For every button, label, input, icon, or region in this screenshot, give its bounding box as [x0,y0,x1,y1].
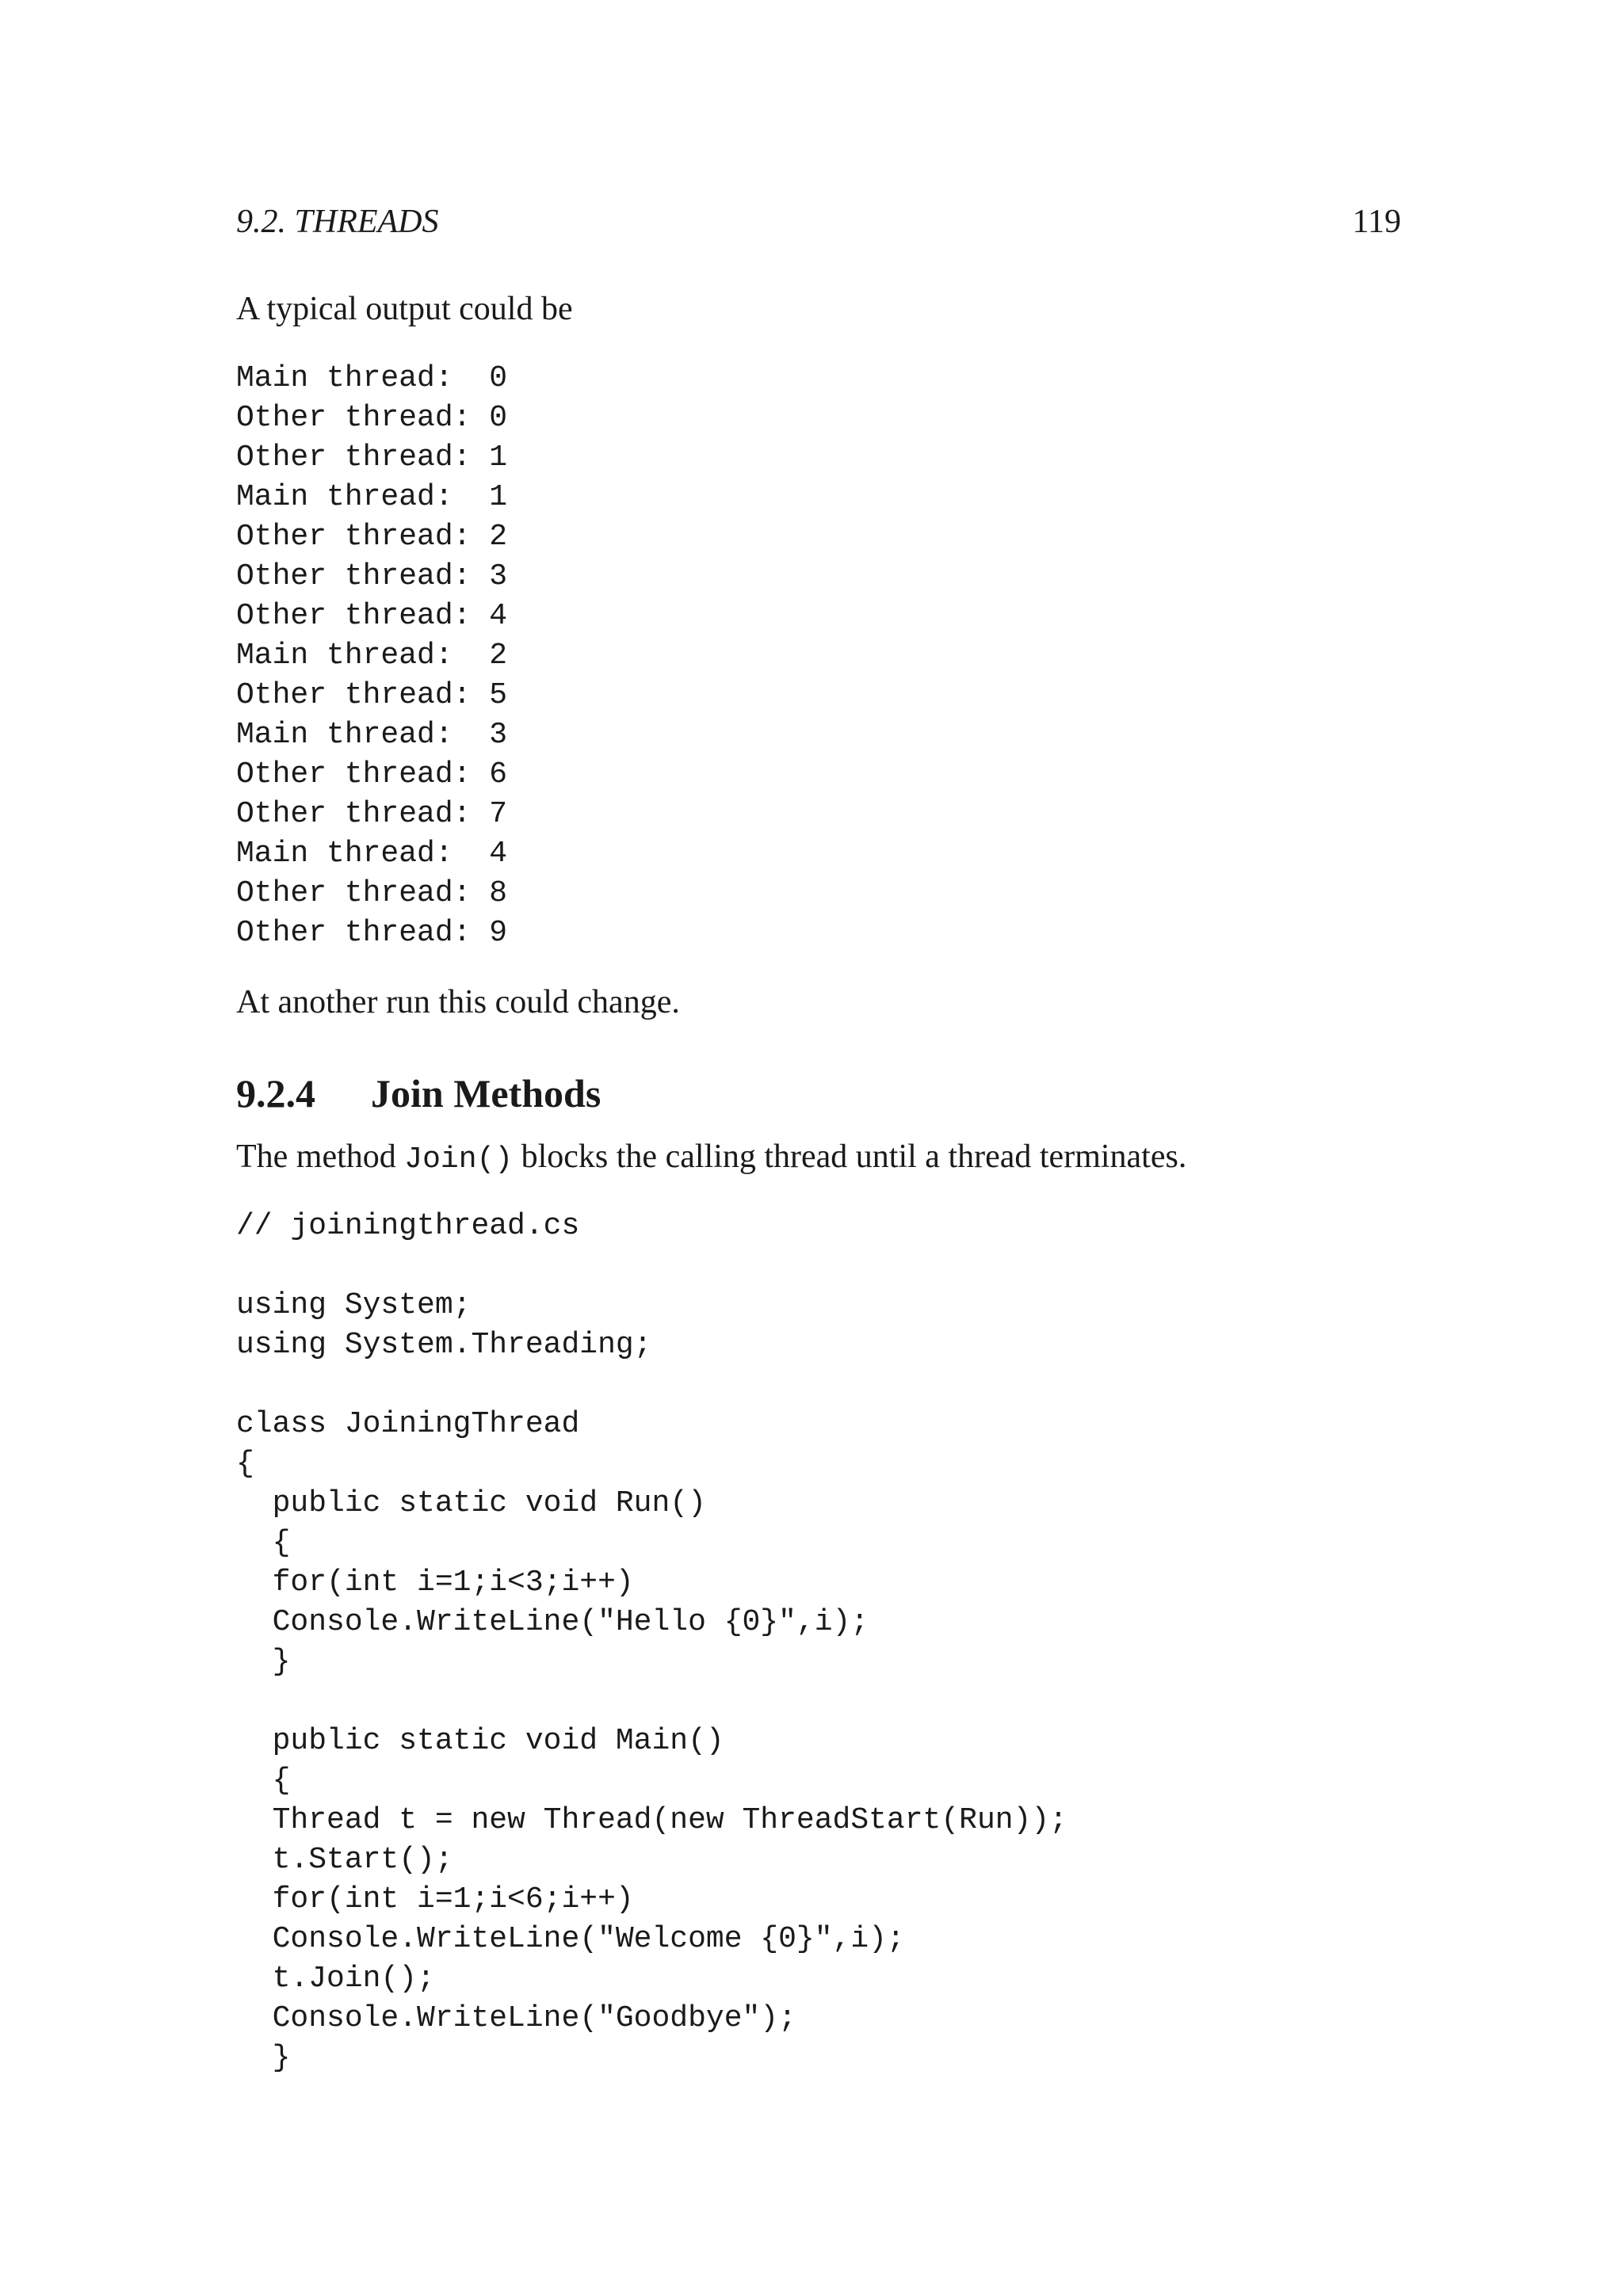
join-description-after: blocks the calling thread until a thread terminates. [513,1138,1187,1175]
output-line: Other thread: 8 [236,876,508,910]
output-line: Other thread: 6 [236,757,508,791]
code-line: { [236,1447,254,1481]
code-line: Console.WriteLine("Goodbye"); [236,2001,796,2035]
output-line: Main thread: 3 [236,718,508,752]
code-line: } [236,1645,291,1679]
code-line: Console.WriteLine("Hello {0}",i); [236,1605,869,1639]
output-line: Main thread: 0 [236,361,508,395]
output-line: Other thread: 0 [236,401,508,435]
code-line: { [236,1526,291,1560]
join-description-before: The method [236,1138,405,1175]
code-line: Thread t = new Thread(new ThreadStart(Run)); [236,1803,1067,1837]
output-listing [236,359,507,953]
code-line: using System; [236,1288,472,1322]
output-line: Other thread: 4 [236,599,508,633]
output-line: Other thread: 1 [236,441,508,475]
code-line: { [236,1764,291,1798]
code-line [236,1365,1067,1405]
code-line: // joiningthread.cs [236,1209,580,1243]
intro-paragraph: A typical output could be [236,291,573,327]
section-heading [236,1066,601,1121]
output-line: Main thread: 1 [236,480,508,514]
code-listing [236,1207,1067,2078]
after-output-paragraph: At another run this could change. [236,984,680,1020]
section-number: 9.2.4 [236,1071,315,1116]
code-line: } [236,2041,291,2075]
section-title: Join Methods [371,1071,601,1116]
code-line: class JoiningThread [236,1407,580,1441]
output-line: Other thread: 2 [236,520,508,554]
output-line: Other thread: 7 [236,797,508,831]
page-header [236,198,1401,246]
code-line [236,1246,1067,1286]
code-line: t.Join(); [236,1962,435,1996]
code-line [236,1682,1067,1722]
join-description-paragraph [236,1133,1186,1184]
code-line: Console.WriteLine("Welcome {0}",i); [236,1922,905,1956]
inline-code-join: Join() [404,1142,514,1177]
output-line: Other thread: 5 [236,678,508,712]
code-line: t.Start(); [236,1843,453,1877]
code-line: public static void Main() [236,1724,724,1758]
code-line: public static void Run() [236,1486,706,1520]
output-line: Main thread: 4 [236,837,508,871]
code-line: using System.Threading; [236,1328,652,1362]
code-line: for(int i=1;i<3;i++) [236,1566,634,1600]
code-line: for(int i=1;i<6;i++) [236,1882,634,1917]
output-line: Other thread: 3 [236,559,508,593]
running-head: 9.2. THREADS [236,204,439,240]
output-line: Other thread: 9 [236,916,508,950]
output-line: Main thread: 2 [236,639,508,673]
page-number: 119 [1352,204,1401,240]
